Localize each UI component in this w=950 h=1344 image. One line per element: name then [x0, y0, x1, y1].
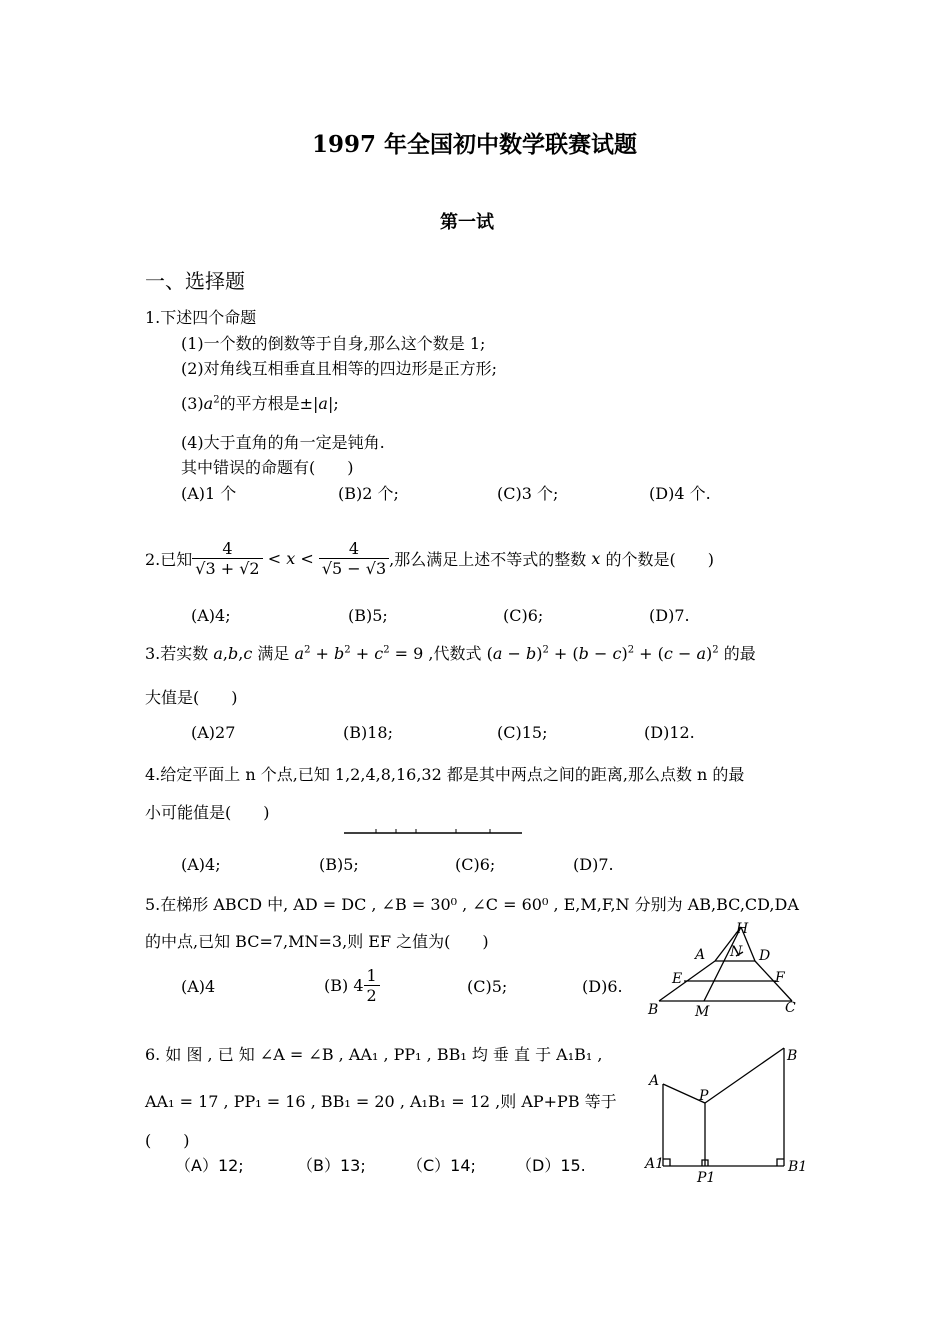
q3-option-a: (A)27: [191, 723, 236, 742]
q4-line1: 4.给定平面上 n 个点,已知 1,2,4,8,16,32 都是其中两点之间的距离,那么点数 n 的最: [145, 765, 745, 784]
q5-option-b-denominator: 2: [366, 986, 377, 1005]
q4-option-c: (C)6;: [455, 855, 496, 874]
q6-fig-label-b: B: [787, 1048, 798, 1064]
q1-option-c: (C)3 个;: [497, 484, 559, 503]
q2-option-c: (C)6;: [503, 606, 544, 625]
q1-proposition-3: $(3)a^2$的平方根是±|a|;: [181, 394, 339, 413]
q3-post: ,代数式: [428, 644, 482, 663]
q1-proposition-1: (1)一个数的倒数等于自身,那么这个数是 1;: [181, 334, 486, 353]
q5-line2: 的中点,已知 BC=7,MN=3,则 EF 之值为( ): [145, 932, 489, 951]
q3-prefix: 3.若实数: [145, 644, 209, 663]
q5-fig-label-h: H: [736, 921, 749, 937]
q4-option-b: (B)5;: [319, 855, 359, 874]
q2-option-a: (A)4;: [191, 606, 231, 625]
q6-line2: AA₁ = 17 , PP₁ = 16 , BB₁ = 20 , A₁B₁ = 12 ,则 AP+PB 等于: [145, 1092, 617, 1111]
q5-fig-label-f: F: [775, 970, 785, 986]
q6-fig-label-b1: B1: [788, 1159, 808, 1175]
q5-option-c: (C)5;: [467, 977, 508, 996]
q2-post: ,那么满足上述不等式的整数: [389, 550, 587, 569]
q3-middle: 满足: [257, 644, 290, 663]
q5-option-b-numerator: 1: [364, 966, 380, 986]
q6-option-a: （A）12;: [175, 1156, 244, 1175]
q6-perpendicular-figure: [640, 1040, 815, 1185]
q6-option-c: （C）14;: [407, 1156, 476, 1175]
q4-number-line-figure: [340, 826, 530, 838]
q1-proposition-2: (2)对角线互相垂直且相等的四边形是正方形;: [181, 359, 498, 378]
q3-option-b: (B)18;: [343, 723, 393, 742]
q1-option-d: (D)4 个.: [649, 484, 711, 503]
q5-line1: 5.在梯形 ABCD 中, AD = DC , ∠B = 30⁰ , ∠C = 60⁰ , E,M,F,N 分别为 AB,BC,CD,DA: [145, 895, 799, 914]
q1-option-b: (B)2 个;: [338, 484, 399, 503]
section-heading: 一、选择题: [145, 269, 245, 293]
q3-option-c: (C)15;: [497, 723, 548, 742]
q2-prefix: 2.已知: [145, 550, 193, 569]
q6-fig-label-p1: P1: [697, 1170, 716, 1185]
q1-proposition-4: (4)大于直角的角一定是钝角.: [181, 433, 385, 452]
q5-fig-label-a: A: [695, 947, 706, 963]
q1-p3-suffix: ;: [333, 394, 339, 413]
q4-option-a: (A)4;: [181, 855, 221, 874]
q2-stem: 2.已知 $\frac{4}{√3 + √2}$ < x < $\frac{4}{√5 - √3}$ ,那么满足上述不等式的整数 x 的个数是( ): [145, 539, 714, 578]
q2-fraction-left-numerator: 4: [192, 539, 262, 559]
q5-option-d: (D)6.: [582, 977, 623, 996]
q6-option-d: （D）15.: [516, 1156, 586, 1175]
q3-end: 的最: [723, 644, 756, 663]
q5-option-b-label: (B): [324, 976, 349, 995]
q3-line1: 3.若实数 a,b,c 满足 $a^2 + b^2 + c^2 = 9$ ,代数式 $(a - b)^2 + (b - c)^2 + (c - a)^2$ 的最: [145, 644, 756, 663]
q5-option-b: [324, 966, 380, 1005]
q2-option-b: (B)5;: [348, 606, 388, 625]
q5-option-b-whole: 4: [353, 976, 364, 995]
q1-ask: 其中错误的命题有( ): [181, 458, 354, 477]
q2-fraction-left: $\frac{4}{√3 + √2}$: [192, 539, 262, 578]
q5-fig-label-b: B: [648, 1002, 659, 1018]
q2-post2: 的个数是( ): [605, 550, 714, 569]
q6-line1: 6. 如 图 , 已 知 ∠A = ∠B , AA₁ , PP₁ , BB₁ 均 垂 直 于 A₁B₁ ,: [145, 1045, 603, 1064]
q3-option-d: (D)12.: [644, 723, 695, 742]
q5-fig-label-e: E: [672, 971, 683, 987]
q5-fig-label-m: M: [695, 1004, 710, 1020]
q5-fig-label-n: N: [730, 944, 743, 960]
q1-p3-prefix: (3): [181, 394, 204, 413]
q6-fig-label-a1: A1: [645, 1156, 665, 1172]
q5-fig-label-d: D: [759, 948, 771, 964]
q1-p3-middle: 的平方根是±: [219, 394, 314, 413]
q3-line2: 大值是( ): [145, 688, 238, 707]
q6-fig-label-p: P: [699, 1088, 709, 1104]
q4-option-d: (D)7.: [573, 855, 614, 874]
page-title: 1997 年全国初中数学联赛试题: [312, 131, 638, 158]
exam-part-title: 第一试: [440, 212, 494, 233]
q1-stem: 1.下述四个命题: [145, 308, 257, 327]
q5-option-b-fraction: [364, 966, 380, 1005]
q6-option-b: （B）13;: [297, 1156, 366, 1175]
q5-trapezoid-figure: [640, 918, 810, 1020]
q5-option-a: (A)4: [181, 977, 216, 996]
q4-line2: 小可能值是( ): [145, 803, 270, 822]
q6-line3: ( ): [145, 1131, 190, 1150]
q2-fraction-right-numerator: 4: [319, 539, 389, 559]
q1-option-a: (A)1 个: [181, 484, 237, 503]
q5-fig-label-c: C: [785, 1000, 796, 1016]
q6-fig-label-a: A: [649, 1073, 660, 1089]
q2-option-d: (D)7.: [649, 606, 690, 625]
q2-fraction-right: $\frac{4}{√5 - √3}$: [319, 539, 389, 578]
